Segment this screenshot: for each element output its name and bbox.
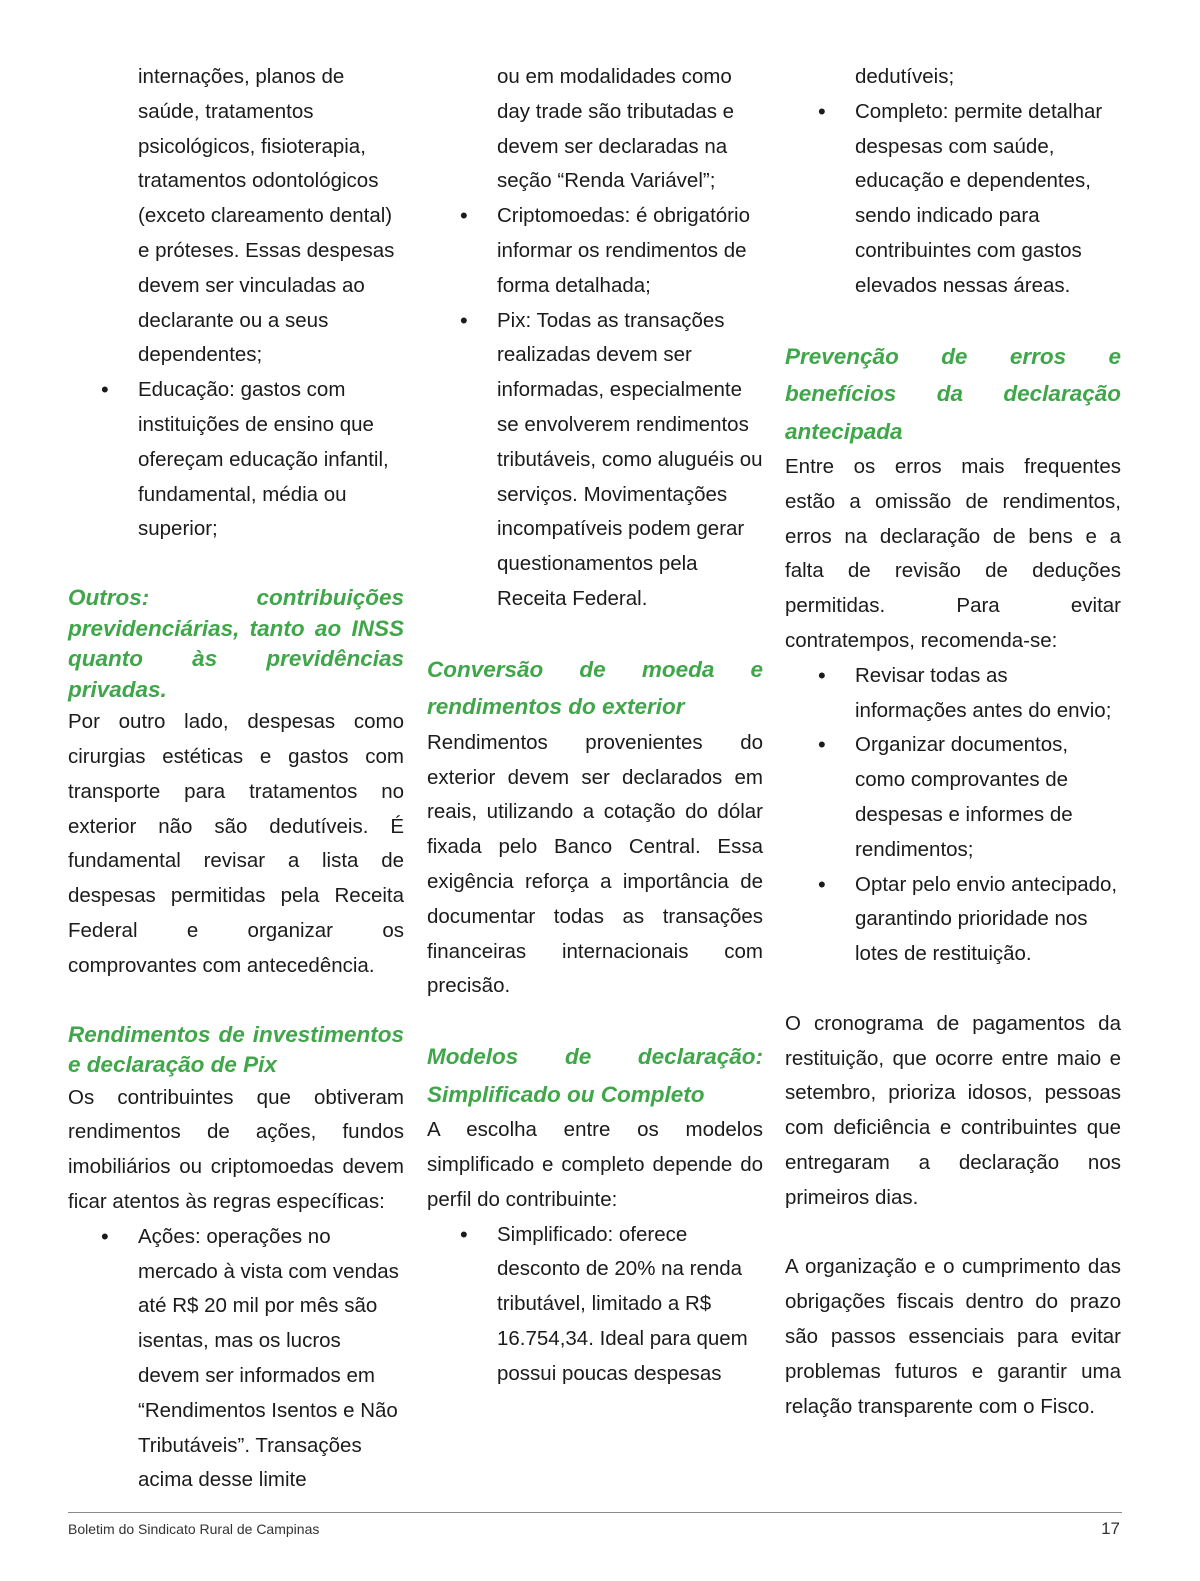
- bullet-list-cripto: [427, 199, 763, 303]
- page-number: 17: [1101, 1519, 1120, 1538]
- paragraph-despesas-nao-dedutiveis: Por outro lado, despesas como cirurgias estéticas e gastos com transporte para tratamentos no exterior não são dedutíveis. É fundamental revisar a lista de despesas permitidas pela Receita Federal e organizar os comprovantes com antecedência.: [68, 710, 404, 977]
- section-heading-rendimentos-pix: Rendimentos de investimentos e declaração de Pix: [68, 1021, 404, 1078]
- paragraph-saude-continuation: internações, planos de saúde, tratamentos psicológicos, fisioterapia, tratamentos odontológicos (exceto clareamento dental) e próteses. Essas despesas devem ser vinculadas ao declarante ou a seus dependentes;: [138, 65, 395, 367]
- section-heading-outros: Outros: contribuições previdenciárias, tanto ao INSS quanto às previdências privadas.: [68, 585, 404, 702]
- column-right: [785, 60, 1121, 1424]
- paragraph-organizacao: A organização e o cumprimento das obrigações fiscais dentro do prazo são passos essenciais para evitar problemas futuros e garantir uma relação transparente com o Fisco.: [785, 1255, 1121, 1418]
- list-item-simplificado: • Simplificado: oferece desconto de 20% na renda tributável, limitado a R$ 16.754,34. Ideal para quem possui poucas despesas: [497, 1218, 763, 1392]
- bullet-list-deducoes: [68, 373, 404, 547]
- list-item-pix: • Pix: Todas as transações realizadas devem ser informadas, especialmente se envolverem rendimentos tributáveis, como aluguéis ou serviços. Movimentações incompatíveis podem gerar questionamentos pela Receita Federal.: [497, 304, 763, 617]
- list-item-optar: • Optar pelo envio antecipado, garantindo prioridade nos lotes de restituição.: [855, 868, 1121, 972]
- list-item-revisar: • Revisar todas as informações antes do envio;: [855, 659, 1121, 729]
- list-item-simplificado-continuation: dedutíveis;: [855, 65, 955, 88]
- section-heading-conversao-moeda: Conversão de moeda e rendimentos do exterior: [427, 656, 763, 720]
- bullet-list-investimentos: [68, 1220, 404, 1498]
- list-item-criptomoedas: • Criptomoedas: é obrigatório informar os rendimentos de forma detalhada;: [497, 199, 763, 303]
- list-item-educacao: • Educação: gastos com instituições de ensino que ofereçam educação infantil, fundamental, média ou superior;: [138, 373, 404, 547]
- list-item-acoes-continuation: ou em modalidades como day trade são tributadas e devem ser declaradas na seção “Renda Variável”;: [497, 65, 735, 193]
- list-item-acoes: • Ações: operações no mercado à vista com vendas até R$ 20 mil por mês são isentas, mas os lucros devem ser informados em “Rendimentos Isentos e Não Tributáveis”. Transações acima desse limite: [138, 1220, 404, 1498]
- paragraph-cronograma: O cronograma de pagamentos da restituição, que ocorre entre maio e setembro, prioriza idosos, pessoas com deficiência e contribuintes que entregaram a declaração nos primeiros dias.: [785, 1011, 1121, 1209]
- paragraph-erros-frequentes: Entre os erros mais frequentes estão a omissão de rendimentos, erros na declaração de bens e a falta de revisão de deduções permitidas. Para evitar contratempos, recomenda-se:: [785, 455, 1121, 653]
- list-item-completo: • Completo: permite detalhar despesas com saúde, educação e dependentes, sendo indicado para contribuintes com gastos elevados nessas áreas.: [855, 95, 1121, 304]
- paragraph-rendimentos-exterior: Rendimentos provenientes do exterior devem ser declarados em reais, utilizando a cotação do dólar fixada pelo Banco Central. Essa exigência reforça a importância de documentar todas as transações financeiras internacionais com precisão.: [427, 730, 763, 998]
- column-left: [68, 60, 404, 1498]
- bullet-list-recomendacoes: [785, 659, 1121, 972]
- footer-publication-name: Boletim do Sindicato Rural de Campinas: [68, 1521, 320, 1537]
- paragraph-contribuintes: Os contribuintes que obtiveram rendimentos de ações, fundos imobiliários ou criptomoedas devem ficar atentos às regras específicas:: [68, 1085, 404, 1213]
- bullet-list-pix: [427, 304, 763, 617]
- bullet-list-modelos-continuation: [785, 60, 1121, 304]
- footer-divider: [68, 1512, 1122, 1513]
- paragraph-escolha-modelos: A escolha entre os modelos simplificado e completo depende do perfil do contribuinte:: [427, 1118, 763, 1211]
- bullet-list-continuation: [427, 60, 763, 199]
- column-middle: [427, 60, 763, 1392]
- bullet-list-modelos: [427, 1218, 763, 1392]
- list-item-organizar: • Organizar documentos, como comprovantes de despesas e informes de rendimentos;: [855, 728, 1121, 867]
- section-heading-prevencao-erros: Prevenção de erros e benefícios da declaração antecipada: [785, 343, 1121, 444]
- section-heading-modelos-declaracao: Modelos de declaração: Simplificado ou Completo: [427, 1044, 763, 1107]
